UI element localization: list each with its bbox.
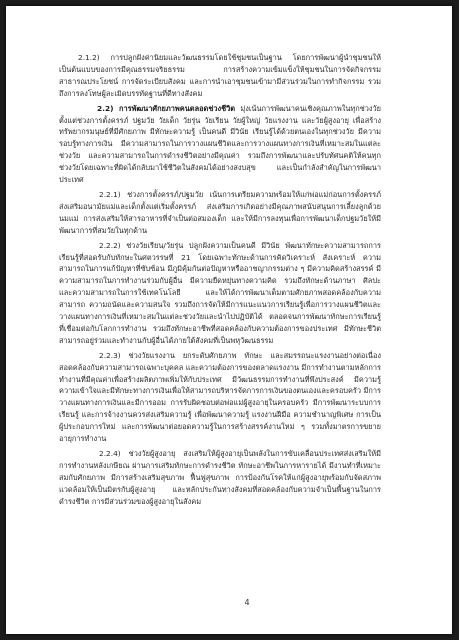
paragraph-2-1-2 <box>59 52 381 100</box>
paragraph-2-2-3 <box>59 350 381 445</box>
paragraph-2-2-4 <box>59 448 381 508</box>
section-heading-2-2 <box>59 103 381 186</box>
paragraph-text: 2.2.4) ช่วงวัยผู้สูงอายุ ส่งเสริมให้ผู้สูงอายุเป็นพลังในการขับเคลื่อนประเทศส่งเสริมให้มีการทำงานหลังเกษียณ ผ่านการเสริมทักษะการดำรงชีวิต ทักษะอาชีพในการหารายได้ มีงานทำที่เหมาะสมกับศักยภาพ มีการสร้างเสริมสุขภาพ ฟื้นฟูสุขภาพ การป้องกันโรคให้แก่ผู้สูงอายุพร้อมกับจัดสภาพแวดล้อมให้เป็นมิตรกับผู้สูงอายุ และหลักประกันทางสังคมที่สอดคล้องกับความจำเป็นพื้นฐานในการดำรงชีวิต การมีส่วนร่วมของผู้สูงอายุในสังคม <box>59 449 381 506</box>
paragraph-2-2-2 <box>59 240 381 347</box>
paragraph-text: มุ่งเน้นการพัฒนาคนเชิงคุณภาพในทุกช่วงวัย ตั้งแต่ช่วงการตั้งครรภ์ ปฐมวัย วัยเด็ก วัยรุ่น วัยเรียน วัยผู้ใหญ่ วัยแรงงาน และวัยผู้สูงอายุ เพื่อสร้างทรัพยากรมนุษย์ที่มีศักยภาพ มีทักษะความรู้ เป็นคนดี มีวินัย เรียนรู้ได้ด้วยตนเองในทุกช่วงวัย มีความรอบรู้ทางการเงิน มีความสามารถในการวางแผนชีวิตและการวางแผนทางการเงินที่เหมาะสมในแต่ละช่วงวัย และความสามารถในการดำรงชีวิตอย่างมีคุณค่า รวมถึงการพัฒนาและปรับทัศนคติให้คนทุกช่วงวัยโดยเฉพาะที่ผิดได้กลับมาใช้ชีวิตในสังคมได้อย่างสงบสุข และเป็นกำลังสำคัญในการพัฒนาประเทศ <box>59 103 381 185</box>
paragraph-text: 2.2.3) ช่วงวัยแรงงาน ยกระดับศักยภาพ ทักษะ และสมรรถนะแรงงานอย่างต่อเนื่องสอดคล้องกับความสามารถเฉพาะบุคคล และความต้องการของตลาดแรงงาน มีการทำงานตามหลักการทำงานที่มีคุณค่าเพื่อสร้างผลิตภาพเพิ่มให้กับประเทศ มีวัฒนธรรมการทำงานที่พึงประสงค์ มีความรู้ความเข้าใจและมีทักษะทางการเงินเพื่อให้สามารถบริหารจัดการการเงินของตนเองและครอบครัว มีการวางแผนทางการเงินและมีการออม การรับผิดชอบต่อพ่อแม่ผู้สูงอายุในครอบครัว มีการพัฒนาระบบการเรียนรู้ และการจ้างงานควรส่งเสริมความรู้ เพื่อพัฒนาความรู้ แรงงานฝีมือ ความชำนาญพิเศษ การเป็นผู้ประกอบการใหม่ และการพัฒนาต่อยอดความรู้ในการสร้างสรรค์งานใหม่ ๆ รวมทั้งมาตรการขยายอายุการทำงาน <box>59 350 381 444</box>
page-number: 4 <box>244 598 250 607</box>
section-heading-title: 2.2) การพัฒนาศักยภาพคนตลอดช่วงชีวิต <box>97 103 236 113</box>
paragraph-text: 2.2.2) ช่วงวัยเรียน/วัยรุ่น ปลูกฝังความเป็นคนดี มีวินัย พัฒนาทักษะความสามารถการเรียนรู้ที่สอดรับกับทักษะในศตวรรษที่ 21 โดยเฉพาะทักษะด้านการคิดวิเคราะห์ สังเคราะห์ ความสามารถในการแก้ปัญหาที่ซับซ้อน มีภูมิคุ้มกันต่อปัญหาหรืออาชญากรรมต่าง ๆ มีความคิดสร้างสรรค์ มีความสามารถในการทำงานร่วมกับผู้อื่น มีความยืดหยุ่นทางความคิด รวมถึงทักษะด้านภาษา ศิลปะ และความสามารถในการใช้เทคโนโลยี และให้ได้การพัฒนาเต็มตามศักยภาพสอดคล้องกับความสามารถ ความถนัดและความสนใจ รวมถึงการจัดให้มีการแนะแนวการเรียนรู้เพื่อการวางแผนชีวิตและวางแผนทางการเงินที่เหมาะสมในแต่ละช่วงวัยและนำไปปฏิบัติได้ ตลอดจนการพัฒนาทักษะการเรียนรู้ที่เชื่อมต่อกับโลกการทำงาน รวมถึงทักษะอาชีพที่สอดคล้องกับความต้องการของประเทศ มีทักษะชีวิต สามารถอยู่ร่วมและทำงานกับผู้อื่นได้ภายใต้สังคมที่เป็นพหุวัฒนธรรม <box>59 240 381 345</box>
paragraph-text: 2.1.2) การปลูกฝังค่านิยมและวัฒนธรรมโดยใช้ชุมชนเป็นฐาน โดยการพัฒนาผู้นำชุมชนให้เป็นต้นแบบของการมีคุณธรรมจริยธรรม การสร้างความเข้มแข็งให้ชุมชนในการจัดกิจกรรมสาธารณประโยชน์ การจัดระเบียบสังคม และการนำเอาชุมชนเข้ามามีส่วนร่วมในการทำกิจกรรม รวมถึงการลงโทษผู้ละเมิดบรรทัดฐานที่ดีทางสังคม <box>59 53 381 98</box>
document-page <box>6 6 452 634</box>
document-body <box>59 52 381 511</box>
paragraph-2-2-1 <box>59 189 381 237</box>
paragraph-text: 2.2.1) ช่วงการตั้งครรภ์/ปฐมวัย เน้นการเตรียมความพร้อมให้แก่พ่อแม่ก่อนการตั้งครรภ์ ส่งเสริมอนามัยแม่และเด็กตั้งแต่เริ่มตั้งครรภ์ ส่งเสริมการเกิดอย่างมีคุณภาพสนับสนุนการเลี้ยงลูกด้วยนมแม่ การส่งเสริมให้สารอาหารที่จำเป็นต่อสมองเด็ก และให้มีการลงทุนเพื่อการพัฒนาเด็กปฐมวัยให้มีพัฒนาการที่สมวัยในทุกด้าน <box>59 189 381 235</box>
